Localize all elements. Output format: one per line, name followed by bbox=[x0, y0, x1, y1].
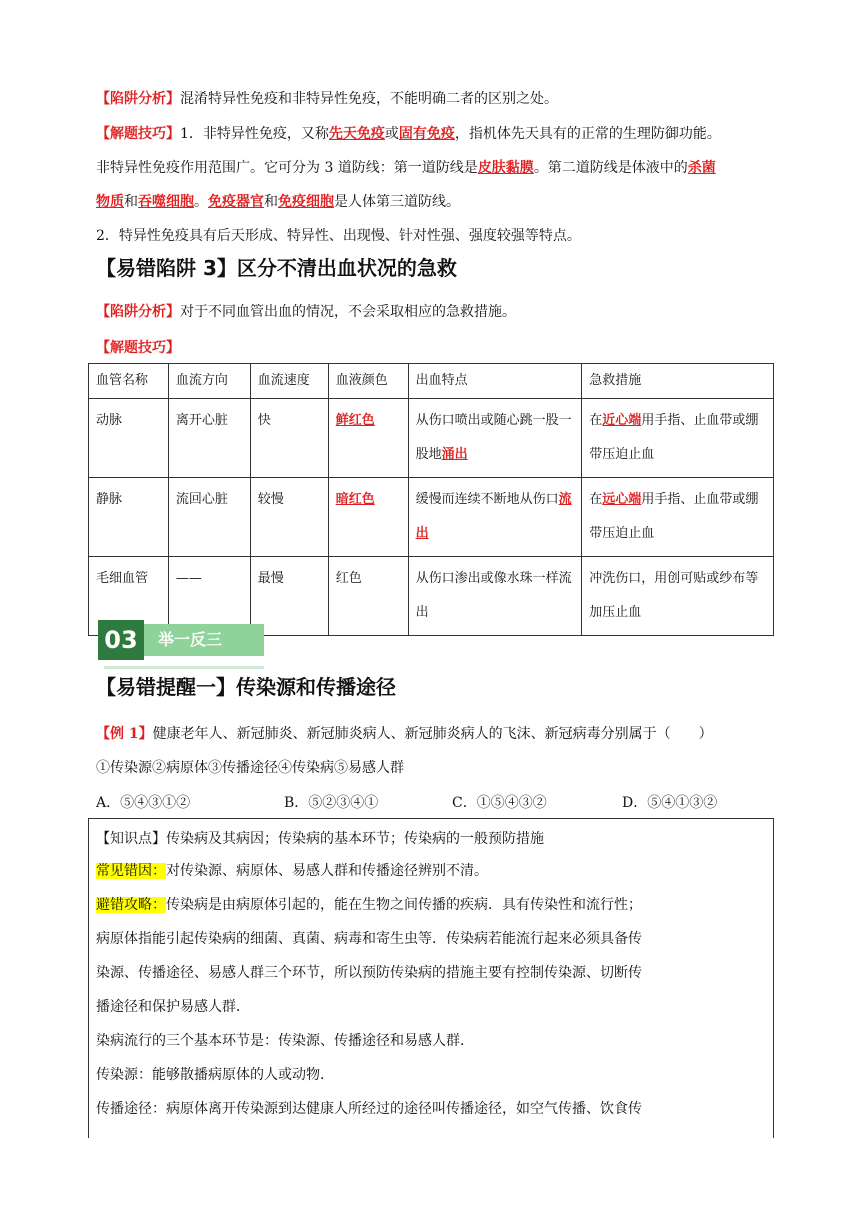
tip-text: 和 bbox=[124, 194, 138, 210]
tip-3-tag bbox=[96, 338, 776, 358]
table-header: 血流速度 bbox=[250, 364, 328, 399]
table-header: 急救措施 bbox=[582, 364, 774, 399]
knowledge-line-6: 传染源：能够散播病原体的人或动物． bbox=[96, 1067, 334, 1083]
example-1-items: ①传染源②病原体③传播途径④传染病⑤易感人群 bbox=[96, 760, 404, 776]
knowledge-box bbox=[88, 818, 774, 1138]
table-row bbox=[89, 478, 774, 557]
strategy-line-4: 播途径和保护易感人群． bbox=[96, 999, 250, 1015]
knowledge-line-5: 染病流行的三个基本环节是：传染源、传播途径和易感人群． bbox=[96, 1033, 474, 1049]
keyword: 先天免疫 bbox=[328, 126, 385, 142]
aid-text: 在 bbox=[589, 413, 603, 428]
tip-text: 或 bbox=[384, 126, 399, 142]
strategy-tag: 避错攻略： bbox=[96, 897, 166, 913]
bleeding-table bbox=[88, 363, 774, 636]
tip-text: 1．非特异性免疫，又称 bbox=[180, 126, 329, 142]
aid-cell: 冲洗伤口，用创可贴或纱布等加压止血 bbox=[582, 557, 774, 636]
table-header: 血管名称 bbox=[89, 364, 169, 399]
direction-cell: —— bbox=[168, 557, 250, 636]
speed-cell: 最慢 bbox=[250, 557, 328, 636]
strategy-line-2: 病原体指能引起传染病的细菌、真菌、病毒和寄生虫等．传染病若能流行起来必须具备传 bbox=[96, 931, 642, 947]
tip-tag: 【解题技巧】 bbox=[96, 340, 180, 356]
tip-text: ，指机体先天具有的正常的生理防御功能。 bbox=[454, 126, 721, 142]
color-value: 鲜红色 bbox=[335, 413, 375, 428]
trap-analysis-3 bbox=[96, 302, 776, 322]
section-number: 03 bbox=[98, 620, 144, 660]
aid-cell bbox=[582, 399, 774, 478]
option-a[interactable]: A．⑤④③①② bbox=[96, 795, 191, 811]
feature-text: 缓慢而连续不断地从伤口 bbox=[415, 492, 559, 507]
table-header: 出血特点 bbox=[408, 364, 582, 399]
tip-text: 。 bbox=[194, 194, 208, 210]
knowledge-points: 【知识点】传染病及其病因；传染病的基本环节；传染病的一般预防措施 bbox=[96, 831, 544, 847]
table-header: 血液颜色 bbox=[328, 364, 408, 399]
tip-1-line3 bbox=[96, 192, 776, 212]
speed-cell: 较慢 bbox=[250, 478, 328, 557]
direction-cell: 流回心脏 bbox=[168, 478, 250, 557]
question-text: 健康老年人、新冠肺炎、新冠肺炎病人、新冠肺炎病人的飞沫、新冠病毒分别属于（ ） bbox=[152, 726, 713, 742]
trap-analysis-text: 混淆特异性免疫和非特异性免疫，不能明确二者的区别之处。 bbox=[180, 91, 558, 107]
table-row bbox=[89, 399, 774, 478]
vessel-cell: 毛细血管 bbox=[89, 557, 169, 636]
feature-text: 从伤口喷出或随心跳一股一股地 bbox=[415, 413, 572, 462]
trap-analysis-text: 对于不同血管出血的情况，不会采取相应的急救措施。 bbox=[180, 304, 516, 320]
aid-text: 用手指、止血带或绷带压迫止血 bbox=[589, 413, 759, 462]
example-1-question bbox=[96, 724, 776, 744]
strategy-line-3: 染源、传播途径、易感人群三个环节，所以预防传染病的措施主要有控制传染源、切断传 bbox=[96, 965, 642, 981]
banner-shadow bbox=[104, 666, 264, 669]
aid-cell bbox=[582, 478, 774, 557]
color-cell: 红色 bbox=[328, 557, 408, 636]
trap-analysis-1 bbox=[96, 89, 776, 109]
aid-keyword: 近心端 bbox=[602, 413, 642, 428]
heading-trap-3: 【易错陷阱 3】区分不清出血状况的急救 bbox=[96, 256, 457, 280]
tip-tag: 【解题技巧】 bbox=[96, 126, 180, 142]
tip-text: 。第二道防线是体液中的 bbox=[533, 160, 688, 176]
vessel-cell: 静脉 bbox=[89, 478, 169, 557]
tip-text: 非特异性免疫作用范围广。它可分为 3 道防线：第一道防线是 bbox=[96, 160, 478, 176]
tip-1-line1 bbox=[96, 124, 776, 144]
table-header: 血流方向 bbox=[168, 364, 250, 399]
option-b[interactable]: B．⑤②③④① bbox=[284, 795, 379, 811]
aid-text: 用手指、止血带或绷带压迫止血 bbox=[589, 492, 759, 541]
section-title: 举一反三 bbox=[144, 624, 264, 656]
strategy-text: 传染病是由病原体引起的，能在生物之间传播的疾病．具有传染性和流行性； bbox=[166, 897, 642, 913]
strategy-line-1 bbox=[96, 895, 768, 915]
color-cell bbox=[328, 399, 408, 478]
option-d[interactable]: D．⑤④①③② bbox=[622, 795, 718, 811]
section-banner bbox=[98, 620, 264, 660]
table-header-row bbox=[89, 364, 774, 399]
trap-analysis-tag: 【陷阱分析】 bbox=[96, 304, 180, 320]
aid-text: 在 bbox=[589, 492, 603, 507]
common-error-text: 对传染源、病原体、易感人群和传播途径辨别不清。 bbox=[166, 863, 488, 879]
keyword: 免疫细胞 bbox=[278, 194, 334, 210]
common-error bbox=[96, 861, 768, 881]
tip-1-point2: 2．特异性免疫具有后天形成、特异性、出现慢、针对性强、强度较强等特点。 bbox=[96, 228, 581, 244]
example-tag: 【例 1】 bbox=[96, 726, 153, 742]
keyword: 固有免疫 bbox=[398, 126, 455, 142]
trap-analysis-tag: 【陷阱分析】 bbox=[96, 91, 180, 107]
answer-options bbox=[96, 792, 776, 814]
feature-cell: 从伤口渗出或像水珠一样流出 bbox=[408, 557, 582, 636]
keyword: 杀菌 bbox=[687, 160, 716, 176]
keyword: 吞噬细胞 bbox=[138, 194, 194, 210]
keyword: 皮肤黏膜 bbox=[477, 160, 534, 176]
direction-cell: 离开心脏 bbox=[168, 399, 250, 478]
tip-text: 是人体第三道防线。 bbox=[334, 194, 460, 210]
speed-cell: 快 bbox=[250, 399, 328, 478]
knowledge-line-7: 传播途径：病原体离开传染源到达健康人所经过的途径叫传播途径，如空气传播、饮食传 bbox=[96, 1101, 642, 1117]
heading-remind-1: 【易错提醒一】传染源和传播途径 bbox=[96, 675, 396, 699]
vessel-cell: 动脉 bbox=[89, 399, 169, 478]
keyword: 免疫器官 bbox=[208, 194, 264, 210]
feature-cell bbox=[408, 399, 582, 478]
tip-1-line2 bbox=[96, 158, 776, 178]
common-error-tag: 常见错因： bbox=[96, 863, 166, 879]
color-cell bbox=[328, 478, 408, 557]
keyword: 物质 bbox=[96, 194, 124, 210]
feature-keyword: 流出 bbox=[415, 492, 572, 541]
feature-keyword: 涌出 bbox=[441, 447, 468, 462]
feature-cell bbox=[408, 478, 582, 557]
color-value: 暗红色 bbox=[335, 492, 375, 507]
aid-keyword: 远心端 bbox=[602, 492, 642, 507]
option-c[interactable]: C．①⑤④③② bbox=[452, 795, 547, 811]
tip-text: 和 bbox=[264, 194, 278, 210]
